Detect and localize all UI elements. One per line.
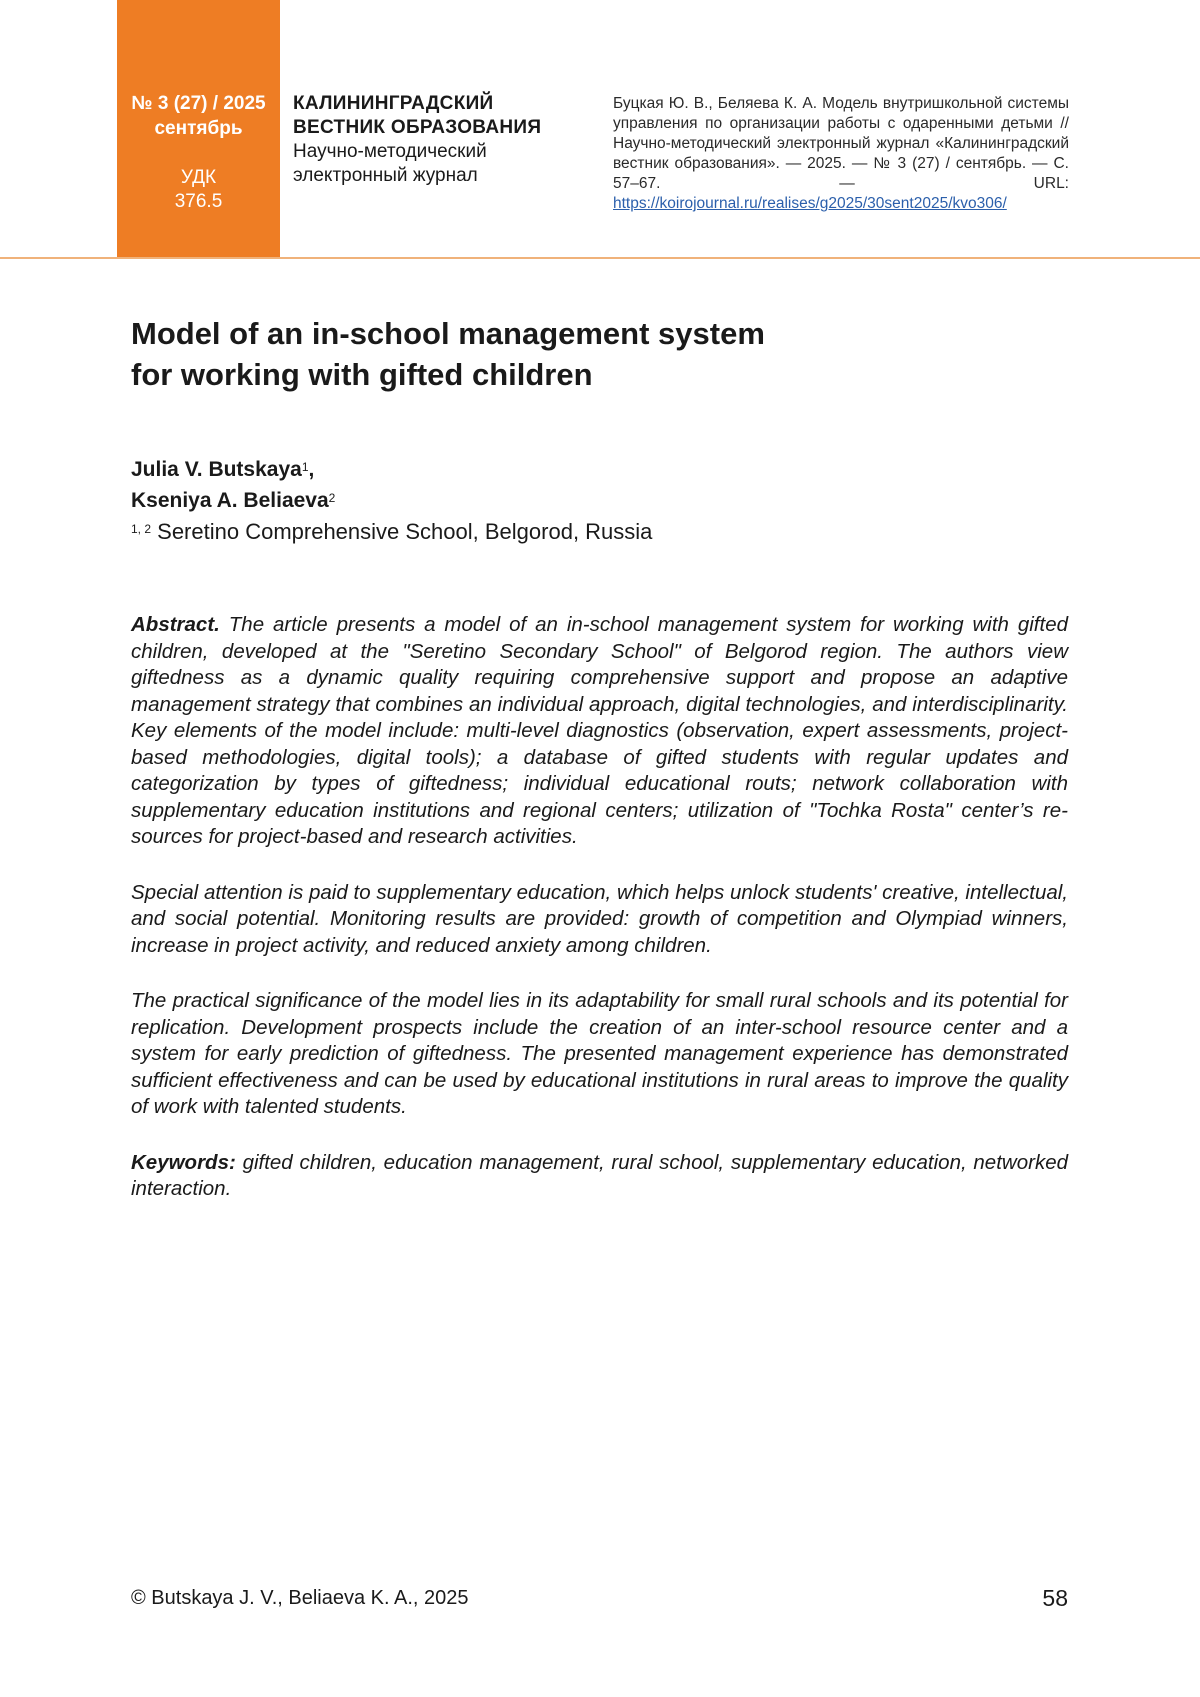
keywords-paragraph	[131, 1150, 1068, 1203]
authors-block	[131, 454, 1031, 547]
citation-reference	[613, 94, 1069, 214]
affiliation-text: Seretino Comprehensive School, Belgorod, Russia	[157, 519, 652, 544]
abstract-paragraph-1	[131, 612, 1068, 851]
header-divider	[0, 257, 1200, 259]
journal-title-line-2: ВЕСТНИК ОБРАЗОВАНИЯ	[293, 116, 583, 140]
citation-text: Буцкая Ю. В., Беляева К. А. Модель внутришкольной системы управления по организации работы с одаренными детьми // Научно-методический электронный журнал «Калининградский вестник образования». — 2025. — № 3 (27) / сентябрь. — С. 57–67. — URL:	[613, 95, 1069, 192]
journal-subtitle-line-1: Научно-методический	[293, 140, 583, 164]
author-2	[131, 485, 1031, 516]
issue-number: № 3 (27) / 2025	[117, 92, 280, 116]
author-2-name: Kseniya A. Beliaeva	[131, 489, 329, 512]
affiliation	[131, 516, 1031, 547]
copyright: © Butskaya J. V., Beliaeva K. A., 2025	[131, 1586, 469, 1610]
author-1-name: Julia V. Butskaya	[131, 458, 302, 481]
journal-name	[293, 92, 583, 188]
journal-subtitle-line-2: электронный журнал	[293, 164, 583, 188]
page-number: 58	[1042, 1586, 1068, 1610]
abstract-paragraph-3: The practical significance of the model lies in its adaptability for small rural schools and its potential for replication. Development prospects include the creation of an in­ter-school resource center and a system for early prediction of giftedness. The present­ed management experience has demonstrated sufficient effectiveness and can be used by educational institutions in rural areas to improve the quality of work with talented students.	[131, 988, 1068, 1121]
abstract-paragraph-2: Special attention is paid to supplementary education, which helps unlock students' cre­ative, intellectual, and social potential. Monitoring results are provided: growth of com­petition and Olympiad winners, increase in project activity, and reduced anxiety among children.	[131, 880, 1068, 960]
abstract-section	[131, 612, 1068, 1232]
article-title	[131, 313, 1031, 395]
keywords-lead: Keywords:	[131, 1151, 236, 1174]
author-1-sup: 1	[302, 460, 309, 474]
affiliation-sup: 1, 2	[131, 522, 151, 536]
udk-label: УДК	[117, 166, 280, 190]
author-1: Julia V. Butskaya1,	[131, 454, 1031, 485]
issue-month: сентябрь	[117, 117, 280, 141]
author-2-sup: 2	[329, 491, 336, 505]
article-title-line-2: for working with gifted children	[131, 357, 593, 392]
udk-code: 376.5	[117, 190, 280, 214]
citation-link[interactable]: https://koirojournal.ru/realises/g2025/30sent2025/kvo306/	[613, 195, 1007, 212]
article-title-line-1: Model of an in-school management system	[131, 316, 765, 351]
journal-title-line-1: КАЛИНИНГРАДСКИЙ	[293, 92, 583, 116]
keywords-text: gifted children, education management, rural school, supplementary educa­tion, networked interaction.	[131, 1151, 1068, 1201]
abstract-lead: Abstract.	[131, 613, 220, 636]
journal-issue-block	[117, 0, 280, 258]
abstract-p1-text: The article presents a model of an in-school management system for working with gifted children, developed at the "Seretino Secondary School" of Belgorod region. The authors view giftedness as a dynamic quality requiring comprehensive support and propose an adaptive management strategy that combines an individual approach, dig­ital technologies, and interdisciplinarity. Key elements of the model include: multi-lev­el diagnostics (observation, expert assessments, project-based methodologies, digital tools); a database of gifted students with regular updates and categorization by types of giftedness; individual educational routs; network collaboration with supplementary education institutions and regional centers; utilization of "Tochka Rosta" center’s re­sources for project-based and research activities.	[131, 613, 1068, 848]
